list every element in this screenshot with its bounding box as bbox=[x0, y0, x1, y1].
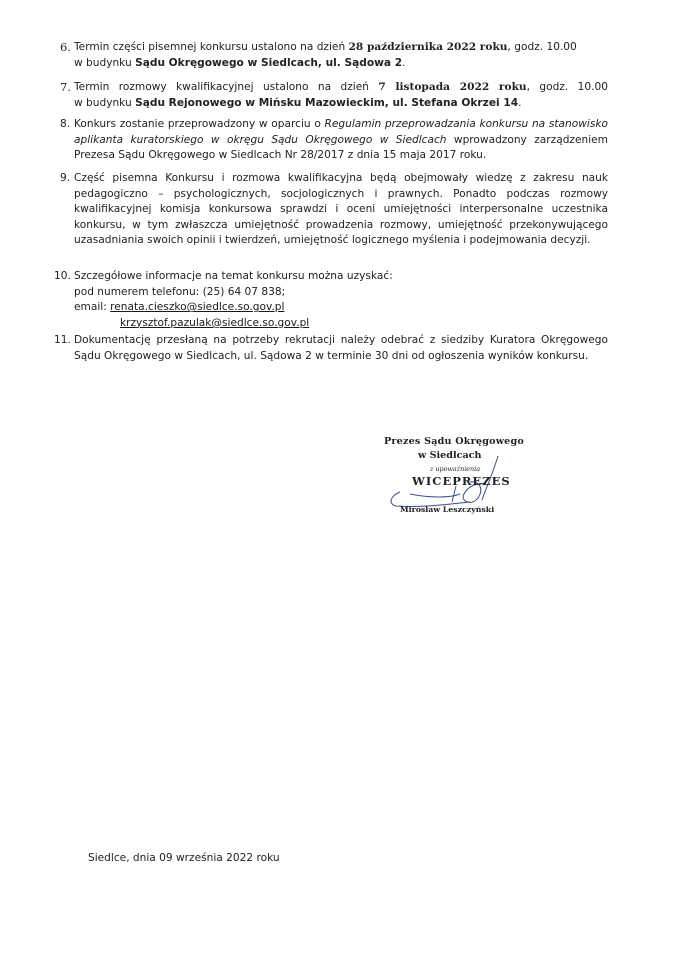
item-text-line2 bbox=[74, 96, 608, 112]
signature-title: Prezes Sądu Okręgowego bbox=[384, 436, 524, 447]
list-item-11 bbox=[54, 333, 608, 364]
text-part: Termin części pisemnej konkursu ustalono na dzień bbox=[74, 41, 349, 53]
document-date: Siedlce, dnia 09 września 2022 roku bbox=[88, 852, 280, 864]
email-link-1[interactable]: renata.cieszko@siedlce.so.gov.pl bbox=[110, 301, 285, 314]
date-bold: 28 października 2022 roku bbox=[348, 41, 508, 53]
item-text bbox=[74, 80, 608, 96]
date-bold: 7 listopada 2022 roku bbox=[378, 81, 527, 93]
text-part: wprowadzony zarządzeniem Prezesa Sądu Okręgowego w Siedlcach Nr 28/2017 z dnia 15 maja 2017 roku. bbox=[74, 133, 608, 162]
email-line-1 bbox=[74, 300, 608, 316]
email-label: email: bbox=[74, 301, 111, 314]
signature-role: WICEPREZES bbox=[412, 474, 511, 488]
list-item-9 bbox=[60, 171, 608, 249]
email-line-2 bbox=[74, 316, 608, 332]
text-part: Termin rozmowy kwalifikacyjnej ustalono na dzień bbox=[74, 81, 379, 93]
text-part: w budynku bbox=[74, 56, 136, 69]
item-number: 11. bbox=[54, 334, 71, 346]
text-part: . bbox=[402, 56, 406, 69]
item-number: 9. bbox=[60, 172, 71, 184]
text-part: w budynku bbox=[74, 96, 136, 109]
text-part: . bbox=[518, 96, 522, 109]
signature-block bbox=[360, 436, 530, 526]
signature-location: w Siedlcach bbox=[418, 450, 482, 461]
text-part: Konkurs zostanie przeprowadzony w oparciu o bbox=[74, 118, 325, 130]
item-number: 6. bbox=[60, 40, 71, 54]
item-text bbox=[74, 40, 608, 56]
item-text: Dokumentację przesłaną na potrzeby rekrutacji należy odebrać z siedziby Kuratora Okręgowego Sądu Okręgowego w Siedlcach, ul. Sądowa 2 w terminie 30 dni od ogłoszenia wyników konkursu. bbox=[74, 334, 608, 362]
list-item-6 bbox=[60, 40, 608, 71]
item-number: 8. bbox=[60, 118, 71, 130]
text-part: , godz. 10.00 bbox=[507, 41, 577, 53]
email-link-2[interactable]: krzysztof.pazulak@siedlce.so.gov.pl bbox=[120, 316, 310, 329]
list-item-8 bbox=[60, 117, 608, 164]
signature-authorization: z upoważnienia bbox=[430, 465, 481, 473]
list-item-7 bbox=[60, 80, 608, 111]
regulation-title: Regulamin przeprowadzania konkursu na stanowisko aplikanta kuratorskiego w okręgu Sądu Okręgowego w Siedlcach bbox=[74, 118, 608, 146]
location-bold: Sądu Okręgowego w Siedlcach, ul. Sądowa 2 bbox=[135, 56, 403, 69]
text-part: , godz. 10.00 bbox=[526, 81, 608, 93]
item-number: 10. bbox=[54, 270, 71, 282]
contact-intro: Szczegółowe informacje na temat konkursu można uzyskać: bbox=[74, 270, 393, 282]
item-number: 7. bbox=[60, 80, 71, 94]
location-bold: Sądu Rejonowego w Mińsku Mazowieckim, ul. Stefana Okrzei 14 bbox=[135, 96, 519, 109]
item-text: Część pisemna Konkursu i rozmowa kwalifikacyjna będą obejmowały wiedzę z zakresu nauk pedagogiczno – psychologicznych, socjologicznych i prawnych. Ponadto podczas rozmowy kwalifikacyjnej komisja konkursowa sprawdzi i oceni umiejętności interpersonalne uczestnika konkursu, w tym zwłaszcza umiejętność prowadzenia rozmowy, umiejętność przekonywującego uzasadniania swoich opinii i twierdzeń, umiejętność logicznego myślenia i podejmowania decyzji. bbox=[74, 172, 608, 247]
phone-line: pod numerem telefonu: (25) 64 07 838; bbox=[74, 285, 286, 298]
signature-name: Mirosław Leszczyński bbox=[400, 505, 495, 514]
item-text-line2 bbox=[74, 56, 608, 72]
list-item-10 bbox=[54, 269, 608, 331]
